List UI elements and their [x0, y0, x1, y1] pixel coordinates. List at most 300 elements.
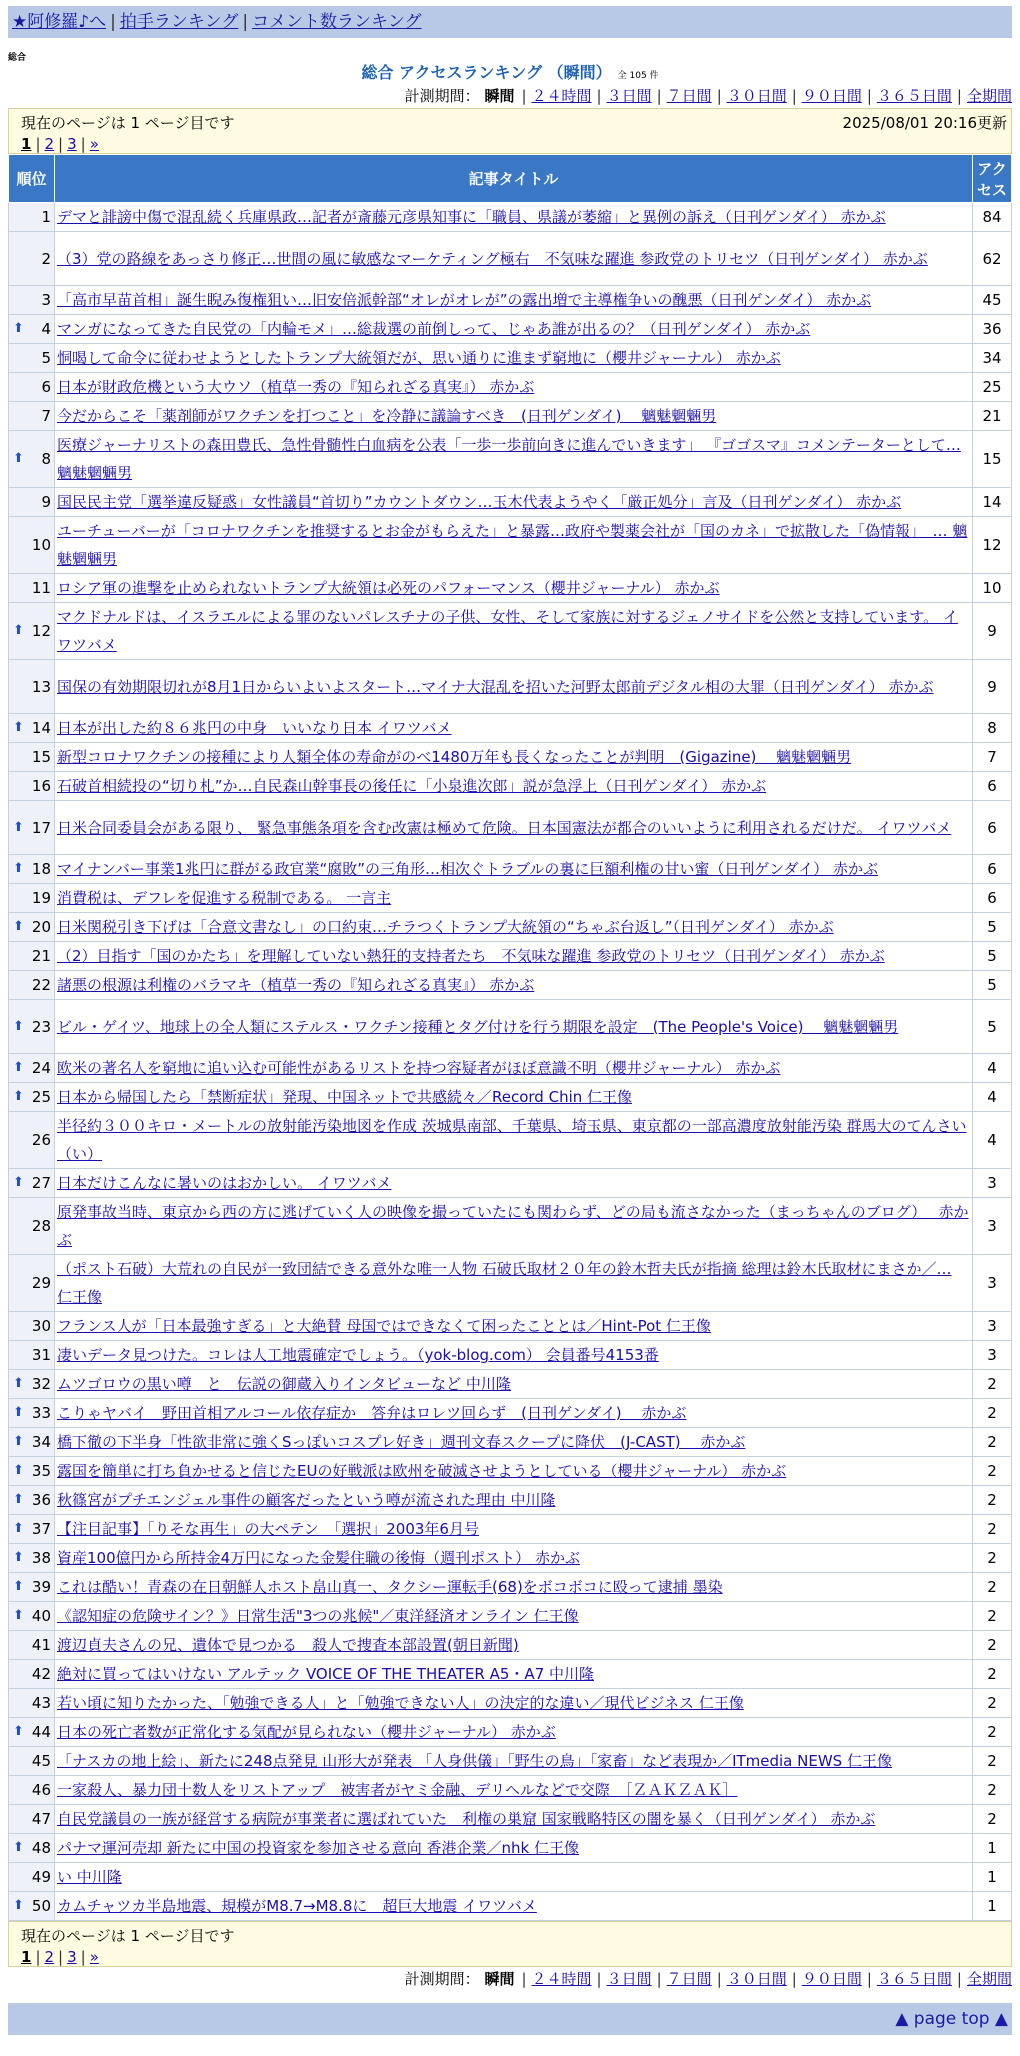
rank-cell [9, 402, 55, 431]
access-count: 2 [973, 1805, 1012, 1834]
article-link[interactable]: 【注目記事】「りそな再生」の大ペテン 「選択」2003年6月号 [57, 1520, 479, 1538]
table-row [9, 1399, 1012, 1428]
table-row [9, 772, 1012, 801]
rank-number: 50 [31, 1897, 51, 1915]
title-cell [55, 1341, 973, 1370]
title-cell [55, 1370, 973, 1399]
rank-cell [9, 431, 55, 488]
access-count: 15 [973, 431, 1012, 488]
up-arrow-icon: ⬆ [13, 451, 24, 466]
rank-number: 30 [31, 1317, 51, 1335]
rank-number: 1 [41, 208, 51, 226]
article-link[interactable]: 露国を簡単に打ち負かせると信じたEUの好戦派は欧州を破滅させようとしている（櫻井ジャーナル） 赤かぶ [57, 1462, 787, 1480]
title-cell [55, 1000, 973, 1054]
rank-number: 37 [31, 1520, 51, 1538]
article-link[interactable]: 日本から帰国したら「禁断症状」発現、中国ネットで共感続々／Record Chin 仁王像 [57, 1088, 633, 1106]
rank-number: 13 [31, 677, 51, 696]
access-count: 7 [973, 743, 1012, 772]
table-row [9, 1776, 1012, 1805]
table-row [9, 1083, 1012, 1112]
table-row [9, 1169, 1012, 1198]
rank-number: 43 [31, 1694, 51, 1712]
rank-cell [9, 1892, 55, 1921]
article-link[interactable]: （3）党の路線をあっさり修正…世間の風に敏感なマーケティング極右 不気味な躍進 参政党のトリセツ（日刊ゲンダイ） 赤かぶ [57, 249, 928, 268]
access-header: アクセス [973, 155, 1012, 203]
access-count: 1 [973, 1863, 1012, 1892]
article-link[interactable]: い 中川隆 [57, 1868, 122, 1886]
rank-cell [9, 1399, 55, 1428]
rank-cell [9, 344, 55, 373]
table-row [9, 574, 1012, 603]
rank-number: 22 [31, 976, 51, 994]
rank-number: 10 [31, 536, 51, 554]
rank-number: 38 [31, 1549, 51, 1567]
access-count: 4 [973, 1112, 1012, 1169]
article-link[interactable]: 諸悪の根源は利権のバラマキ（植草一秀の『知られざる真実』） 赤かぶ [57, 976, 535, 994]
up-arrow-icon: ⬆ [13, 1175, 24, 1190]
nav-separator: | [242, 12, 249, 32]
page-link[interactable]: » [89, 135, 99, 153]
page-separator: | [58, 1948, 64, 1966]
article-link[interactable]: マクドナルドは、イスラエルによる罪のないパレスチナの子供、女性、そして家族に対するジェノサイドを公然と支持しています。 イワツバメ [57, 608, 958, 654]
access-count: 2 [973, 1486, 1012, 1515]
rank-number: 44 [31, 1723, 51, 1741]
period-separator: | [716, 1970, 722, 1988]
period-link[interactable]: ２４時間 [531, 87, 592, 105]
access-count: 34 [973, 344, 1012, 373]
article-link[interactable]: 資産100億円から所持金4万円になった金髪住職の後悔（週刊ポスト） 赤かぶ [57, 1549, 580, 1567]
article-link[interactable]: デマと誹謗中傷で混乱続く兵庫県政…記者が斎藤元彦県知事に「職員、県議が萎縮」と異例の訴え（日刊ゲンダイ） 赤かぶ [57, 208, 886, 226]
rank-cell [9, 1660, 55, 1689]
page-separator: | [80, 135, 86, 153]
title-cell [55, 913, 973, 942]
ranking-title: 総合 アクセスランキング （瞬間） [361, 63, 612, 82]
up-arrow-icon: ⬆ [13, 1463, 24, 1478]
title-cell [55, 1747, 973, 1776]
rank-cell [9, 855, 55, 884]
rank-cell [9, 517, 55, 574]
access-count: 3 [973, 1312, 1012, 1341]
title-cell [55, 1112, 973, 1169]
rank-number: 15 [31, 748, 51, 766]
title-cell [55, 1602, 973, 1631]
rank-cell [9, 1457, 55, 1486]
table-row [9, 1544, 1012, 1573]
rank-cell [9, 1834, 55, 1863]
article-link[interactable]: 石破首相続投の“切り札”か…自民森山幹事長の後任に「小泉進次郎」説が急浮上（日刊ゲンダイ） 赤かぶ [57, 777, 767, 795]
access-count: 2 [973, 1602, 1012, 1631]
access-count: 84 [973, 203, 1012, 232]
access-count: 36 [973, 315, 1012, 344]
page-link[interactable]: 2 [44, 135, 55, 153]
title-cell [55, 603, 973, 660]
title-cell [55, 574, 973, 603]
access-count: 1 [973, 1834, 1012, 1863]
rank-number: 14 [31, 719, 51, 737]
clap-ranking-link[interactable]: 拍手ランキング [119, 12, 239, 32]
article-link[interactable]: 消費税は、デフレを促進する税制である。 一言主 [57, 889, 392, 907]
rank-cell [9, 801, 55, 855]
rank-number: 20 [31, 918, 51, 936]
title-cell [55, 801, 973, 855]
up-arrow-icon: ⬆ [13, 1060, 24, 1075]
page-separator: | [58, 135, 64, 153]
rank-cell [9, 1515, 55, 1544]
article-link[interactable]: パナマ運河売却 新たに中国の投資家を参加させる意向 香港企業／nhk 仁王像 [57, 1839, 580, 1857]
table-row [9, 1341, 1012, 1370]
access-count: 9 [973, 660, 1012, 714]
rank-number: 21 [31, 947, 51, 965]
rank-number: 47 [31, 1810, 51, 1828]
home-link[interactable]: ★阿修羅♪へ [12, 12, 107, 32]
page-link[interactable]: 3 [67, 1948, 77, 1966]
rank-cell [9, 913, 55, 942]
page-title [8, 62, 1012, 84]
rank-cell [9, 743, 55, 772]
article-link[interactable]: 欧米の著名人を窮地に追い込む可能性があるリストを持つ容疑者がほぼ意識不明（櫻井ジャーナル） 赤かぶ [57, 1059, 781, 1077]
access-count: 1 [973, 1892, 1012, 1921]
table-row [9, 431, 1012, 488]
title-cell [55, 1718, 973, 1747]
table-row [9, 1834, 1012, 1863]
period-link[interactable]: ３日間 [606, 87, 652, 105]
table-row [9, 1747, 1012, 1776]
article-link[interactable]: 恫喝して命令に従わせようとしたトランプ大統領だが、思い通りに進まず窮地に（櫻井ジャーナル） 赤かぶ [57, 349, 781, 367]
article-link[interactable]: 日本が出した約８６兆円の中身 いいなり日本 イワツバメ [57, 719, 452, 737]
up-arrow-icon: ⬆ [13, 1608, 24, 1623]
table-row [9, 801, 1012, 855]
rank-cell [9, 1689, 55, 1718]
table-row [9, 1255, 1012, 1312]
rank-cell [9, 203, 55, 232]
rank-cell [9, 1486, 55, 1515]
up-arrow-icon: ⬆ [13, 1492, 24, 1507]
access-count: 2 [973, 1747, 1012, 1776]
current-page: 1 [21, 135, 32, 153]
title-cell [55, 373, 973, 402]
rank-number: 35 [31, 1462, 51, 1480]
footer-bar [8, 2003, 1012, 2035]
title-cell [55, 942, 973, 971]
access-count: 5 [973, 913, 1012, 942]
access-count: 2 [973, 1689, 1012, 1718]
period-label: 計測期間： [404, 87, 480, 105]
rank-cell [9, 574, 55, 603]
table-row [9, 1370, 1012, 1399]
table-row [9, 884, 1012, 913]
period-separator: | [656, 87, 662, 105]
table-row [9, 1689, 1012, 1718]
title-cell [55, 1515, 973, 1544]
period-link[interactable]: ３日間 [606, 1970, 652, 1988]
access-count: 25 [973, 373, 1012, 402]
title-cell [55, 1892, 973, 1921]
table-row [9, 1892, 1012, 1921]
article-link[interactable]: 日本が財政危機という大ウソ（植草一秀の『知られざる真実』） 赤かぶ [57, 378, 535, 396]
article-link[interactable]: （2）目指す「国のかたち」を理解していない熱狂的支持者たち 不気味な躍進 参政党のトリセツ（日刊ゲンダイ） 赤かぶ [57, 947, 885, 965]
table-row [9, 1602, 1012, 1631]
rank-number: 27 [31, 1174, 51, 1192]
rank-cell [9, 942, 55, 971]
rank-number: 5 [41, 349, 51, 367]
rank-number: 9 [41, 493, 51, 511]
title-cell [55, 1054, 973, 1083]
rank-number: 3 [41, 291, 51, 309]
table-row [9, 942, 1012, 971]
access-count: 5 [973, 1000, 1012, 1054]
comment-ranking-link[interactable]: コメント数ランキング [252, 12, 422, 32]
up-arrow-icon: ⬆ [13, 321, 24, 336]
up-arrow-icon: ⬆ [13, 1405, 24, 1420]
page-separator: | [35, 1948, 41, 1966]
article-link[interactable]: （ポスト石破）大荒れの自民が一致団結できる意外な唯一人物 石破氏取材２０年の鈴木哲夫氏が指摘 総理は鈴木氏取材にまさか／… 仁王像 [57, 1260, 952, 1306]
page-link[interactable]: 2 [44, 1948, 55, 1966]
updated-time: 2025/08/01 20:16更新 [842, 114, 1007, 132]
rank-number: 39 [31, 1578, 51, 1596]
rank-cell [9, 1198, 55, 1255]
rank-cell [9, 1747, 55, 1776]
title-cell [55, 232, 973, 286]
up-arrow-icon: ⬆ [13, 1434, 24, 1449]
period-link[interactable]: ７日間 [666, 1970, 712, 1988]
period-link[interactable]: 全期間 [966, 1970, 1012, 1988]
page-top-link[interactable]: ▲ page top ▲ [895, 2009, 1008, 2029]
table-row [9, 913, 1012, 942]
access-count: 3 [973, 1169, 1012, 1198]
page-separator: | [80, 1948, 86, 1966]
title-cell [55, 1083, 973, 1112]
table-row [9, 1631, 1012, 1660]
title-cell [55, 1805, 973, 1834]
rank-number: 45 [31, 1752, 51, 1770]
access-count: 2 [973, 1515, 1012, 1544]
rank-number: 33 [31, 1404, 51, 1422]
article-link[interactable]: 国保の有効期限切れが8月1日からいよいよスタート…マイナ大混乱を招いた河野太郎前デジタル相の大罪（日刊ゲンダイ） 赤かぶ [57, 677, 934, 696]
access-count: 2 [973, 1544, 1012, 1573]
article-link[interactable]: ロシア軍の進撃を止められないトランプ大統領は必死のパフォーマンス（櫻井ジャーナル） 赤かぶ [57, 579, 720, 597]
article-link[interactable]: 半径約３００キロ・メートルの放射能汚染地図を作成 茨城県南部、千葉県、埼玉県、東京都の一部高濃度放射能汚染 群馬大のてんさい（い） [57, 1117, 967, 1163]
rank-number: 32 [31, 1375, 51, 1393]
access-count: 5 [973, 942, 1012, 971]
period-separator: | [521, 1970, 527, 1988]
table-row [9, 1863, 1012, 1892]
rank-number: 8 [41, 450, 51, 468]
rank-number: 31 [31, 1346, 51, 1364]
page-link[interactable]: 3 [67, 135, 77, 153]
article-link[interactable]: 医療ジャーナリストの森田豊氏、急性骨髄性白血病を公表「一歩一歩前向きに進んでいきます」 『ゴゴスマ』コメンテーターとして… 魑魅魍魎男 [57, 436, 961, 482]
rank-number: 42 [31, 1665, 51, 1683]
article-link[interactable]: ユーチューバーが「コロナワクチンを推奨するとお金がもらえた」と暴露…政府や製薬会社が「国のカネ」で拡散した「偽情報」 … 魑魅魍魎男 [57, 522, 968, 568]
title-cell [55, 1573, 973, 1602]
up-arrow-icon: ⬆ [13, 1579, 24, 1594]
rank-cell [9, 660, 55, 714]
table-row [9, 1718, 1012, 1747]
article-link[interactable]: 絶対に買ってはいけない アルテック VOICE OF THE THEATER A5・A7 中川隆 [57, 1665, 594, 1683]
access-count: 45 [973, 286, 1012, 315]
table-row [9, 1000, 1012, 1054]
title-cell [55, 1834, 973, 1863]
article-link[interactable]: 若い頃に知りたかった、「勉強できる人」と「勉強できない人」の決定的な違い／現代ビジネス 仁王像 [57, 1694, 744, 1712]
period-link[interactable]: ３０日間 [726, 1970, 787, 1988]
rank-number: 25 [31, 1088, 51, 1106]
rank-cell [9, 1573, 55, 1602]
top-nav [8, 6, 1012, 38]
period-link[interactable]: ３６５日間 [876, 1970, 952, 1988]
period-link[interactable]: ３６５日間 [876, 87, 952, 105]
rank-header: 順位 [9, 155, 55, 203]
article-link[interactable]: ムツゴロウの黒い噂 と 伝説の御蔵入りインタビューなど 中川隆 [57, 1375, 511, 1393]
category-label: 総合 [8, 53, 27, 63]
access-count: 2 [973, 1776, 1012, 1805]
table-row [9, 402, 1012, 431]
article-link[interactable]: マイナンバー事業1兆円に群がる政官業“腐敗”の三角形…相次ぐトラブルの裏に巨額利権の甘い蜜（日刊ゲンダイ） 赤かぶ [57, 860, 878, 878]
table-row [9, 1457, 1012, 1486]
article-link[interactable]: 日本だけこんなに暑いのはおかしい。 イワツバメ [57, 1174, 392, 1192]
access-count: 6 [973, 801, 1012, 855]
period-separator: | [716, 87, 722, 105]
period-link[interactable]: ９０日間 [801, 1970, 862, 1988]
period-current: 瞬間 [484, 1970, 515, 1988]
rank-cell [9, 373, 55, 402]
rank-cell [9, 1544, 55, 1573]
table-row [9, 1515, 1012, 1544]
table-row [9, 1486, 1012, 1515]
rank-number: 23 [31, 1017, 51, 1036]
rank-cell [9, 1083, 55, 1112]
article-link[interactable]: 橋下徹の下半身「性欲非常に強くSっぽいコスプレ好き」週刊文春スクープに降伏 (J-CAST) 赤かぶ [57, 1433, 746, 1451]
table-row [9, 488, 1012, 517]
title-cell [55, 1660, 973, 1689]
rank-cell [9, 1255, 55, 1312]
article-link[interactable]: 日米関税引き下げは「合意文書なし」の口約束…チラつくトランプ大統領の“ちゃぶ台返し”（日刊ゲンダイ） 赤かぶ [57, 918, 834, 936]
rank-cell [9, 772, 55, 801]
rank-number: 6 [41, 378, 51, 396]
title-cell [55, 1631, 973, 1660]
article-link[interactable]: 新型コロナワクチンの接種により人類全体の寿命がのべ1480万年も長くなったことが判明 (Gigazine) 魑魅魍魎男 [57, 748, 852, 766]
article-link[interactable]: 一家殺人、暴力団十数人をリストアップ 被害者がヤミ金融、デリヘルなどで交際 ［ＺＡＫＺＡＫ］ [57, 1781, 738, 1799]
article-link[interactable]: 国民民主党「選挙違反疑惑」女性議員“首切り”カウントダウン…玉木代表ようやく「厳正処分」言及（日刊ゲンダイ） 赤かぶ [57, 493, 902, 511]
title-cell [55, 971, 973, 1000]
access-count: 10 [973, 574, 1012, 603]
article-link[interactable]: 今だからこそ「薬剤師がワクチンを打つこと」を冷静に議論すべき (日刊ゲンダイ) 魑魅魍魎男 [57, 407, 717, 425]
rank-number: 7 [41, 407, 51, 425]
table-row [9, 1112, 1012, 1169]
table-row [9, 1312, 1012, 1341]
rank-cell [9, 315, 55, 344]
period-separator: | [521, 87, 527, 105]
access-count: 2 [973, 1370, 1012, 1399]
period-link[interactable]: ７日間 [666, 87, 712, 105]
up-arrow-icon: ⬆ [13, 861, 24, 876]
page-separator: | [35, 135, 41, 153]
period-separator: | [956, 1970, 962, 1988]
period-link[interactable]: 全期間 [966, 87, 1012, 105]
article-link[interactable]: 「ナスカの地上絵」、新たに248点発見 山形大が発表 「人身供儀」「野生の鳥」「家畜」など表現か／ITmedia NEWS 仁王像 [57, 1752, 892, 1770]
rank-number: 24 [31, 1059, 51, 1077]
article-link[interactable]: 凄いデータ見つけた。コレは人工地震確定でしょう。（yok-blog.com） 会員番号4153番 [57, 1346, 659, 1364]
title-cell [55, 344, 973, 373]
rank-cell [9, 488, 55, 517]
period-link[interactable]: ９０日間 [801, 87, 862, 105]
table-row [9, 373, 1012, 402]
article-link[interactable]: こりゃヤバイ 野田首相アルコール依存症か 答弁はロレツ回らず (日刊ゲンダイ) 赤かぶ [57, 1404, 687, 1422]
period-separator: | [866, 87, 872, 105]
access-count: 2 [973, 1631, 1012, 1660]
period-separator: | [596, 1970, 602, 1988]
table-row [9, 660, 1012, 714]
nav-separator: | [110, 12, 116, 32]
pager-top [8, 108, 1012, 154]
period-selector [8, 84, 1012, 108]
article-link[interactable]: 渡辺貞夫さんの兄、遺体で見つかる 殺人で捜査本部設置(朝日新聞) [57, 1636, 519, 1654]
table-row [9, 1805, 1012, 1834]
up-arrow-icon: ⬆ [13, 1018, 24, 1034]
rank-number: 40 [31, 1607, 51, 1625]
table-row [9, 1428, 1012, 1457]
period-separator: | [866, 1970, 872, 1988]
article-link[interactable]: 自民党議員の一族が経営する病院が事業者に選ばれていた 利権の巣窟 国家戦略特区の闇を暴く（日刊ゲンダイ） 赤かぶ [57, 1810, 876, 1828]
page-links [21, 1947, 999, 1967]
title-cell [55, 1863, 973, 1892]
period-separator: | [791, 87, 797, 105]
access-count: 6 [973, 855, 1012, 884]
page-link[interactable]: » [89, 1948, 99, 1966]
title-cell [55, 1255, 973, 1312]
title-cell [55, 1457, 973, 1486]
rank-cell [9, 603, 55, 660]
access-count: 2 [973, 1573, 1012, 1602]
table-row [9, 1573, 1012, 1602]
table-row [9, 286, 1012, 315]
article-link[interactable]: これは酷い！青森の在日朝鮮人ホスト畠山真一、タクシー運転手(68)をボコボコに殴って逮捕 墨染 [57, 1578, 723, 1596]
access-count: 8 [973, 714, 1012, 743]
article-link[interactable]: 日米合同委員会がある限り、 緊急事態条項を含む改憲は極めて危険。日本国憲法が都合のいいように利用されるだけだ。 イワツバメ [57, 818, 952, 837]
period-separator: | [656, 1970, 662, 1988]
rank-number: 34 [31, 1433, 51, 1451]
period-link[interactable]: ３０日間 [726, 87, 787, 105]
rank-cell [9, 232, 55, 286]
rank-number: 17 [31, 818, 51, 837]
article-link[interactable]: 「高市早苗首相」誕生睨み復権狙い…旧安倍派幹部“オレがオレが”の露出増で主導権争いの醜悪（日刊ゲンダイ） 赤かぶ [57, 291, 872, 309]
pager-bottom [8, 1921, 1012, 1967]
period-link[interactable]: ２４時間 [531, 1970, 592, 1988]
article-link[interactable]: カムチャツカ半島地震、規模がM8.7→M8.8に 超巨大地震 イワツバメ [57, 1897, 537, 1915]
article-link[interactable]: フランス人が「日本最強すぎる」と大絶賛 母国ではできなくて困ったこととは／Hint-Pot 仁王像 [57, 1317, 711, 1335]
table-row [9, 743, 1012, 772]
article-link[interactable]: 秋篠宮がプチエンジェル事件の顧客だったという噂が流された理由 中川隆 [57, 1491, 556, 1509]
access-count: 6 [973, 884, 1012, 913]
up-arrow-icon: ⬆ [13, 1724, 24, 1739]
article-link[interactable]: ビル・ゲイツ、地球上の全人類にステルス・ワクチン接種とタグ付けを行う期限を設定 (The People's Voice) 魑魅魍魎男 [57, 1017, 899, 1036]
table-row [9, 855, 1012, 884]
up-arrow-icon: ⬆ [13, 1376, 24, 1391]
access-count: 4 [973, 1054, 1012, 1083]
article-link[interactable]: 原発事故当時、東京から西の方に逃げていく人の映像を撮っていたにも関わらず、どの局も流さなかった（まっちゃんのブログ） 赤かぶ [57, 1203, 969, 1249]
article-link[interactable]: マンガになってきた自民党の「内輪モメ」…総裁選の前倒しって、じゃあ誰が出るの？（日刊ゲンダイ） 赤かぶ [57, 320, 811, 338]
rank-cell [9, 1112, 55, 1169]
rank-cell [9, 1341, 55, 1370]
title-cell [55, 286, 973, 315]
table-row [9, 232, 1012, 286]
rank-cell [9, 1776, 55, 1805]
up-arrow-icon: ⬆ [13, 1898, 24, 1913]
title-cell [55, 855, 973, 884]
table-row [9, 344, 1012, 373]
article-link[interactable]: 《認知症の危険サイン？》日常生活"3つの兆候"／東洋経済オンライン 仁王像 [57, 1607, 579, 1625]
rank-number: 49 [31, 1868, 51, 1886]
rank-number: 26 [31, 1131, 51, 1149]
article-link[interactable]: 日本の死亡者数が正常化する気配が見られない（櫻井ジャーナル） 赤かぶ [57, 1723, 556, 1741]
